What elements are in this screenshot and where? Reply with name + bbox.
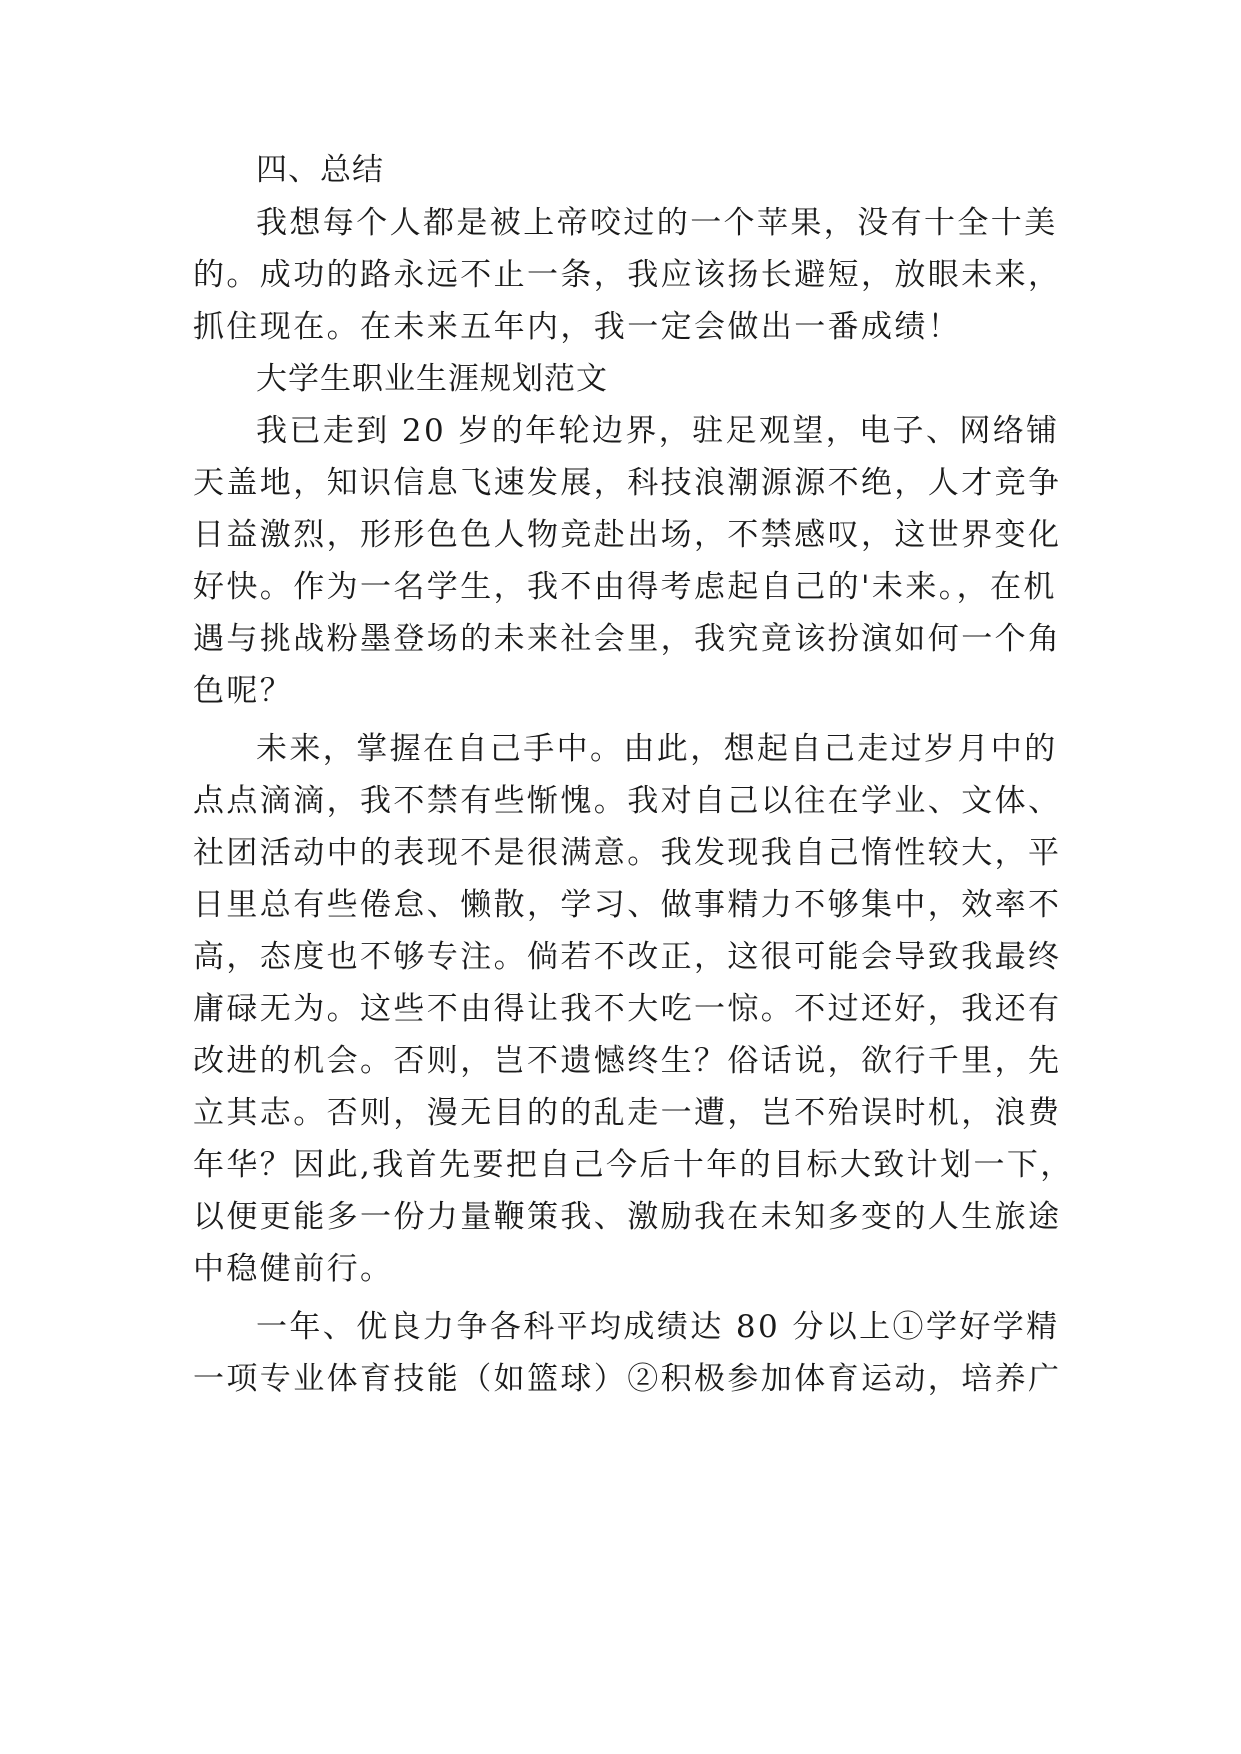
article-title: 大学生职业生涯规划范文 (256, 361, 608, 397)
paragraph-line: 天盖地，知识信息飞速发展，科技浪潮源源不绝，人才竞争 (193, 465, 1062, 501)
section-heading: 四、总结 (256, 152, 384, 188)
paragraph-line: 立其志。否则，漫无目的的乱走一遭，岂不殆误时机，浪费 (193, 1095, 1062, 1131)
paragraph-line: 色呢？ (193, 673, 294, 709)
paragraph-line: 社团活动中的表现不是很满意。我发现我自己惰性较大，平 (193, 835, 1062, 871)
paragraph-line: 遇与挑战粉墨登场的未来社会里，我究竟该扮演如何一个角 (193, 621, 1062, 657)
paragraph-line: 好快。作为一名学生，我不由得考虑起自己的'未来。，在机 (193, 569, 1057, 605)
paragraph-line: 一项专业体育技能（如篮球）②积极参加体育运动，培养广 (193, 1361, 1062, 1397)
paragraph-line: 高，态度也不够专注。倘若不改正，这很可能会导致我最终 (193, 939, 1062, 975)
paragraph-line: 中稳健前行。 (193, 1251, 394, 1287)
paragraph-line: 未来，掌握在自己手中。由此，想起自己走过岁月中的 (256, 731, 1058, 767)
paragraph-line: 抓住现在。在未来五年内，我一定会做出一番成绩！ (193, 309, 962, 345)
paragraph-line: 点点滴滴，我不禁有些惭愧。我对自己以往在学业、文体、 (193, 783, 1062, 819)
paragraph-line: 日益激烈，形形色色人物竞赴出场，不禁感叹，这世界变化 (193, 517, 1062, 553)
paragraph-line: 一年、优良力争各科平均成绩达 80 分以上①学好学精 (256, 1309, 1060, 1345)
paragraph-line: 改进的机会。否则，岂不遗憾终生？俗话说，欲行千里，先 (193, 1043, 1062, 1079)
paragraph-line: 年华？因此,我首先要把自己今后十年的目标大致计划一下， (193, 1147, 1074, 1183)
paragraph-line: 的。成功的路永远不止一条，我应该扬长避短，放眼未来， (193, 257, 1062, 293)
paragraph-line: 我已走到 20 岁的年轮边界，驻足观望，电子、网络铺 (256, 413, 1060, 449)
paragraph-line: 以便更能多一份力量鞭策我、激励我在未知多变的人生旅途 (193, 1199, 1062, 1235)
paragraph-line: 我想每个人都是被上帝咬过的一个苹果，没有十全十美 (256, 205, 1058, 241)
paragraph-line: 庸碌无为。这些不由得让我不大吃一惊。不过还好，我还有 (193, 991, 1062, 1027)
paragraph-line: 日里总有些倦怠、懒散，学习、做事精力不够集中，效率不 (193, 887, 1062, 923)
